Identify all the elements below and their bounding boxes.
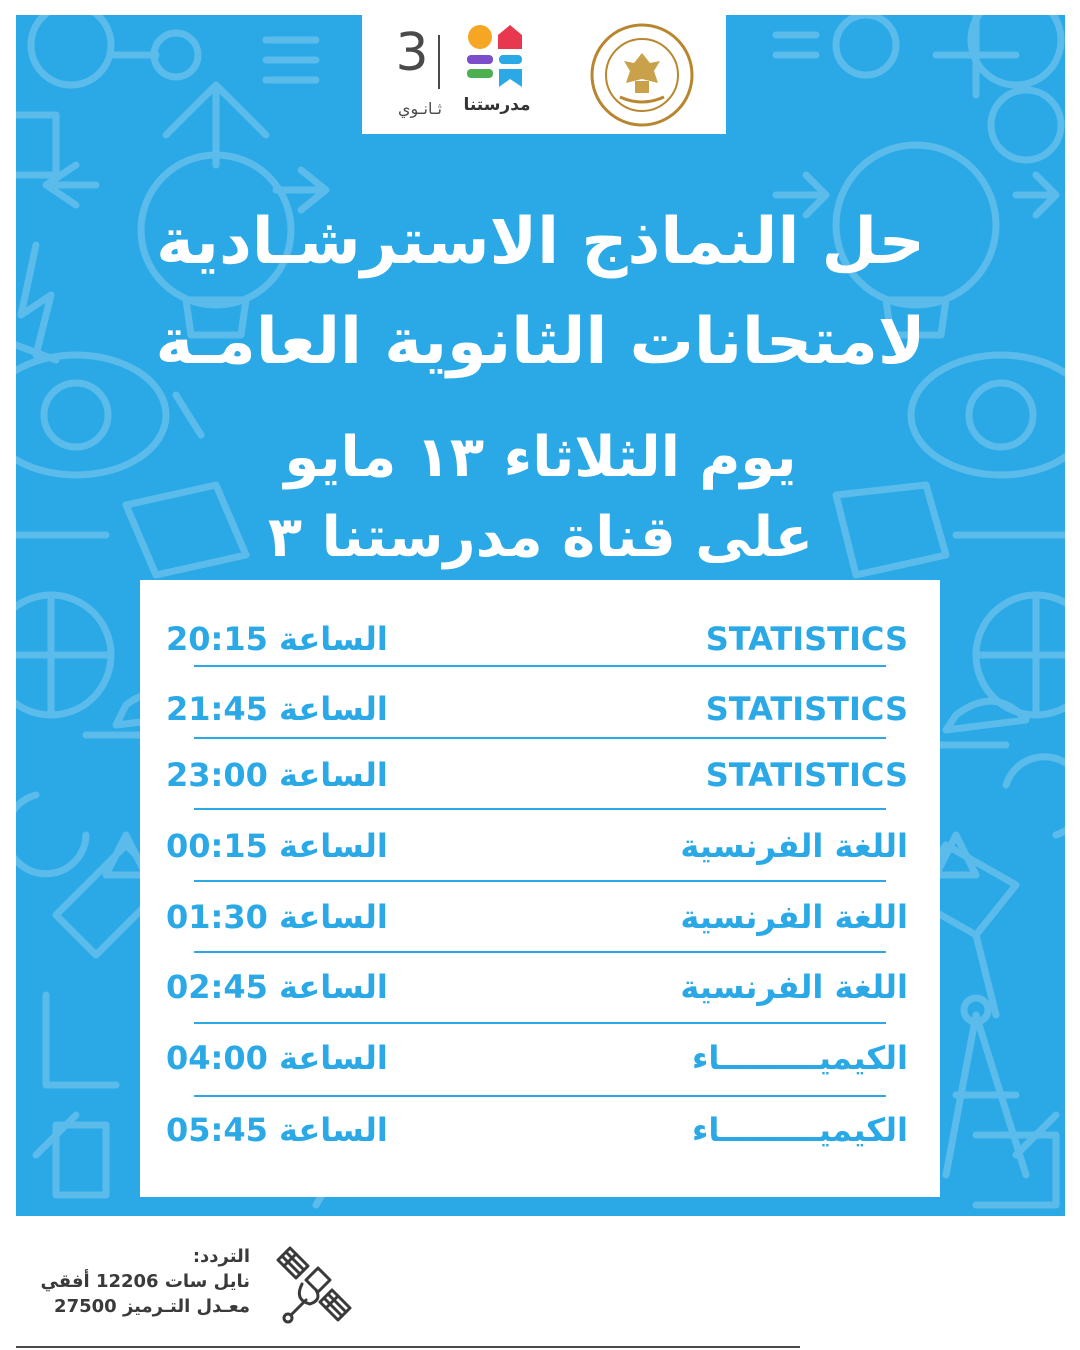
schedule-row [140, 888, 940, 958]
time: الساعة 02:45 [166, 968, 388, 1006]
time: الساعة 01:30 [166, 898, 388, 936]
frequency-info [40, 1244, 250, 1319]
madrasetna-label: مدرستنا [463, 95, 531, 115]
satellite-icon [272, 1242, 356, 1326]
schedule-row [140, 1101, 940, 1171]
schedule-row [140, 680, 940, 750]
symbol-rate: معـدل التـرميز 27500 [54, 1296, 250, 1317]
thanawy-logo [392, 23, 448, 119]
subject: اللغة الفرنسية [680, 898, 908, 936]
time: الساعة 21:45 [166, 690, 388, 728]
row-divider [194, 808, 886, 810]
madrasetna-logo [462, 23, 532, 123]
frequency-label: التردد: [192, 1246, 250, 1267]
logo-header [362, 15, 726, 134]
schedule-table [140, 580, 940, 1197]
madrasetna-icon [462, 23, 532, 93]
thanawy-label: ثـانـوي [398, 99, 442, 118]
time: الساعة 20:15 [166, 620, 388, 658]
schedule-row [140, 1029, 940, 1099]
title-line-1: حل النماذج الاسترشـادية [156, 205, 925, 279]
subject: الكيميـــــــــاء [692, 1111, 908, 1149]
title-line-2: لامتحانات الثانوية العامـة [155, 305, 926, 379]
date-line: يوم الثلاثاء ١٣ مايو [284, 425, 797, 490]
row-divider [194, 1095, 886, 1097]
row-divider [194, 880, 886, 882]
footer-divider [16, 1346, 800, 1348]
subject: STATISTICS [705, 620, 908, 658]
schedule-row [140, 817, 940, 887]
time: الساعة 00:15 [166, 827, 388, 865]
schedule-row [140, 958, 940, 1028]
time: الساعة 04:00 [166, 1039, 388, 1077]
ministry-seal-icon [590, 23, 694, 127]
time: الساعة 05:45 [166, 1111, 388, 1149]
subject: اللغة الفرنسية [680, 827, 908, 865]
subject: اللغة الفرنسية [680, 968, 908, 1006]
subject: STATISTICS [705, 690, 908, 728]
thanawy-number: 3 [395, 23, 429, 83]
row-divider [194, 1022, 886, 1024]
schedule-row [140, 746, 940, 816]
channel-line: على قناة مدرستنا ٣ [267, 505, 814, 570]
time: الساعة 23:00 [166, 756, 388, 794]
row-divider [194, 737, 886, 739]
subject: STATISTICS [705, 756, 908, 794]
row-divider [194, 951, 886, 953]
satellite-frequency: نايل سات 12206 أفقي [40, 1271, 250, 1292]
row-divider [194, 665, 886, 667]
schedule-row [140, 610, 940, 680]
divider [438, 35, 440, 89]
poster [16, 15, 1065, 1216]
subject: الكيميـــــــــاء [692, 1039, 908, 1077]
